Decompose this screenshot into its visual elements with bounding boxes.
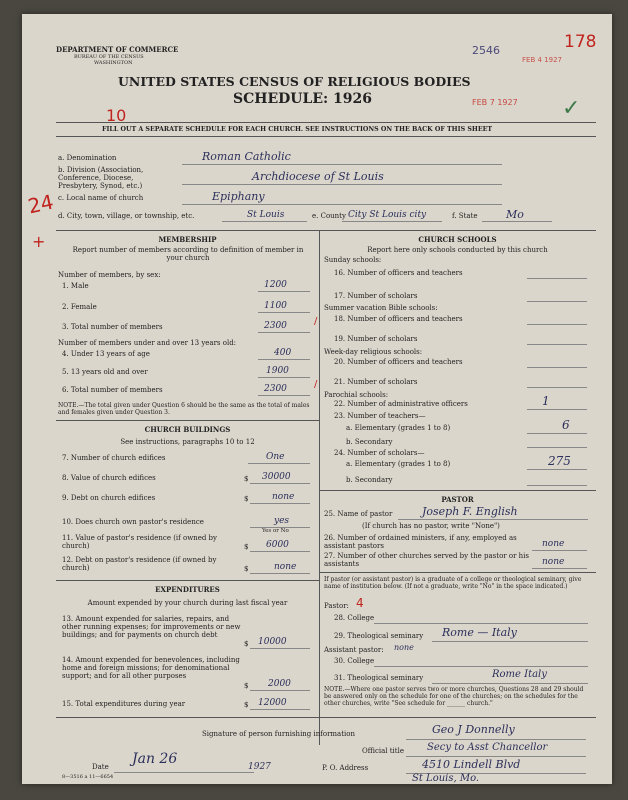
q15-label: 15. Total expenditures during year — [62, 700, 186, 708]
local-name-label: c. Local name of church — [58, 194, 144, 202]
state-value: Mo — [506, 208, 524, 221]
red-tick-q6: / — [314, 379, 318, 390]
summer-label: Summer vacation Bible schools: — [324, 304, 438, 312]
q6-value: 2300 — [264, 384, 287, 394]
county-label: e. County — [312, 212, 346, 220]
q31-value: Rome Italy — [492, 669, 547, 680]
signature-label: Signature of person furnishing information — [202, 730, 356, 738]
division-value: Archdiocese of St Louis — [252, 170, 384, 183]
q26-value: none — [542, 539, 565, 549]
q5-value: 1900 — [266, 366, 289, 376]
q2-value: 1100 — [264, 301, 287, 311]
pastor-title: PASTOR — [441, 495, 474, 504]
department-label: DEPARTMENT OF COMMERCE — [56, 45, 179, 54]
date-year: 1927 — [248, 762, 271, 772]
serial-number: 2546 — [472, 44, 500, 57]
handwritten-10: 10 — [106, 106, 127, 125]
bureau-label: BUREAU OF THE CENSUS — [74, 54, 144, 60]
received-stamp-top: FEB 4 1927 — [522, 56, 562, 64]
college-note: If pastor (or assistant pastor) is a graduate of a college or theological seminary, give name of institution below. (If not a graduate, write "No" in the space indicated.) — [324, 576, 582, 590]
membership-title: MEMBERSHIP — [158, 235, 217, 244]
q14-value: 2000 — [268, 679, 291, 689]
state-label: f. State — [452, 212, 478, 220]
form-title: UNITED STATES CENSUS OF RELIGIOUS BODIES — [118, 74, 471, 89]
q30-label: 30. College — [334, 657, 375, 665]
city-town-label: d. City, town, village, or township, etc. — [58, 212, 195, 220]
q12-value: none — [274, 562, 297, 572]
q16-label: 16. Number of officers and teachers — [334, 269, 463, 277]
census-schedule-sheet — [22, 14, 612, 784]
yes-or-no-hint: Yes or No — [262, 528, 289, 534]
q12-dollar: $ — [244, 565, 249, 573]
by-sex-label: Number of members, by sex: — [58, 271, 161, 279]
q13-value: 10000 — [258, 637, 287, 647]
q11-label: 11. Value of pastor's residence (if owned by church) — [62, 534, 217, 550]
print-code: 8—3516 a 11—6654 — [62, 774, 114, 780]
parochial-label: Parochial schools: — [324, 391, 389, 399]
pastor-note: NOTE.—Where one pastor serves two or more churches, Questions 28 and 29 should be answered only on the schedule for one of the churches; on the schedules for the other churches, write "See schedule for ______ church." — [324, 686, 584, 707]
schools-intro: Report here only schools conducted by this church — [367, 246, 548, 254]
q24-label: 24. Number of scholars— — [334, 449, 425, 457]
assistant-value: none — [394, 643, 414, 652]
official-title-label: Official title — [362, 747, 404, 755]
q22-value: 1 — [542, 394, 550, 408]
q17-label: 17. Number of scholars — [334, 292, 418, 300]
po-address-value-2: St Louis, Mo. — [412, 773, 480, 784]
denomination-label: a. Denomination — [58, 154, 117, 162]
q24a-label: a. Elementary (grades 1 to 8) — [346, 460, 451, 468]
expenditures-intro: Amount expended by your church during last fiscal year — [87, 599, 288, 607]
official-title-value: Secy to Asst Chancellor — [427, 742, 548, 753]
q11-value: 6000 — [266, 540, 289, 550]
red-plus-mark: + — [32, 232, 46, 251]
q27-label: 27. Number of other churches served by the pastor or his assistants — [324, 552, 529, 568]
received-stamp-mid: FEB 7 1927 — [472, 98, 518, 107]
city-town-value: St Louis — [247, 210, 285, 220]
check-mark-green: ✓ — [562, 96, 581, 121]
q29-label: 29. Theological seminary — [334, 632, 424, 640]
q31-label: 31. Theological seminary — [334, 674, 424, 682]
division-label: b. Division (Association, Conference, Diocese, Presbytery, Synod, etc.) — [58, 166, 144, 190]
q11-dollar: $ — [244, 543, 249, 551]
po-address-value: 4510 Lindell Blvd — [422, 758, 521, 771]
q25-label: 25. Name of pastor — [324, 510, 393, 518]
q2-label: 2. Female — [62, 303, 97, 311]
q7-label: 7. Number of church edifices — [62, 454, 166, 462]
date-value: Jan 26 — [132, 751, 178, 767]
red-tick-q3: / — [314, 316, 318, 327]
by-age-label: Number of members under and over 13 years old: — [58, 339, 237, 347]
q12-label: 12. Debt on pastor's residence (if owned by church) — [62, 556, 217, 572]
q23a-label: a. Elementary (grades 1 to 8) — [346, 424, 451, 432]
q29-value: Rome — Italy — [442, 626, 517, 639]
membership-note: NOTE.—The total given under Question 6 should be the same as the total of males and females given under Question 3. — [58, 402, 310, 416]
q9-label: 9. Debt on church edifices — [62, 494, 156, 502]
q20-label: 20. Number of officers and teachers — [334, 358, 463, 366]
form-subtitle: SCHEDULE: 1926 — [233, 91, 373, 107]
membership-intro: Report number of members according to definition of member in your church — [72, 246, 304, 262]
q23-label: 23. Number of teachers— — [334, 412, 426, 420]
q3-label: 3. Total number of members — [62, 323, 163, 331]
date-label: Date — [92, 763, 109, 771]
expenditures-title: EXPENDITURES — [155, 585, 220, 594]
q25-value: Joseph F. English — [422, 505, 518, 518]
pastor-mark: 4 — [356, 596, 364, 610]
local-name-value: Epiphany — [212, 190, 265, 203]
q15-value: 12000 — [258, 698, 287, 708]
q13-dollar: $ — [244, 640, 249, 648]
q23b-label: b. Secondary — [346, 438, 393, 446]
q5-label: 5. 13 years old and over — [62, 368, 148, 376]
q24b-label: b. Secondary — [346, 476, 393, 484]
schools-title: CHURCH SCHOOLS — [418, 235, 497, 244]
q8-label: 8. Value of church edifices — [62, 474, 156, 482]
weekday-label: Week-day religious schools: — [324, 348, 423, 356]
city-label: WASHINGTON — [94, 60, 133, 66]
q13-label: 13. Amount expended for salaries, repairs, and other running expenses; for improvements or new buildings; and for payments on church debt — [62, 615, 241, 639]
q26-label: 26. Number of ordained ministers, if any, employed as assistant pastors — [324, 534, 517, 550]
sunday-label: Sunday schools: — [324, 256, 382, 264]
county-value: City St Louis city — [348, 210, 427, 220]
q9-dollar: $ — [244, 495, 249, 503]
q28-label: 28. College — [334, 614, 375, 622]
red-margin-mark: 24 — [25, 189, 56, 219]
q24a-value: 275 — [548, 454, 571, 468]
q15-dollar: $ — [244, 701, 249, 709]
q14-dollar: $ — [244, 682, 249, 690]
buildings-intro: See instructions, paragraphs 10 to 12 — [120, 438, 255, 446]
denomination-value: Roman Catholic — [202, 150, 291, 163]
q1-value: 1200 — [264, 280, 287, 290]
handwritten-178: 178 — [564, 32, 597, 52]
q3-value: 2300 — [264, 321, 287, 331]
q22-label: 22. Number of administrative officers — [334, 400, 468, 408]
q7-value: One — [266, 452, 285, 462]
q4-value: 400 — [274, 348, 292, 358]
q27-value: none — [542, 557, 565, 567]
buildings-title: CHURCH BUILDINGS — [144, 425, 231, 434]
q6-label: 6. Total number of members — [62, 386, 163, 394]
q25-hint: (If church has no pastor, write "None") — [362, 522, 500, 530]
signature-value: Geo J Donnelly — [432, 723, 515, 736]
q14-label: 14. Amount expended for benevolences, including home and foreign missions; for denominational support; and for all other purposes — [62, 656, 240, 680]
q8-dollar: $ — [244, 475, 249, 483]
instruction-line: FILL OUT A SEPARATE SCHEDULE FOR EACH CHURCH. SEE INSTRUCTIONS ON THE BACK OF THIS SHEET — [102, 126, 493, 133]
q18-label: 18. Number of officers and teachers — [334, 315, 463, 323]
q4-label: 4. Under 13 years of age — [62, 350, 150, 358]
po-address-label: P. O. Address — [322, 764, 369, 772]
q10-label: 10. Does church own pastor's residence — [62, 518, 204, 526]
q1-label: 1. Male — [62, 282, 89, 290]
q21-label: 21. Number of scholars — [334, 378, 418, 386]
q23a-value: 6 — [562, 418, 570, 432]
q8-value: 30000 — [262, 472, 291, 482]
pastor-label: Pastor: — [324, 602, 349, 610]
q10-value: yes — [274, 516, 290, 526]
q9-value: none — [272, 492, 295, 502]
q19-label: 19. Number of scholars — [334, 335, 418, 343]
assistant-label: Assistant pastor: — [324, 646, 384, 654]
